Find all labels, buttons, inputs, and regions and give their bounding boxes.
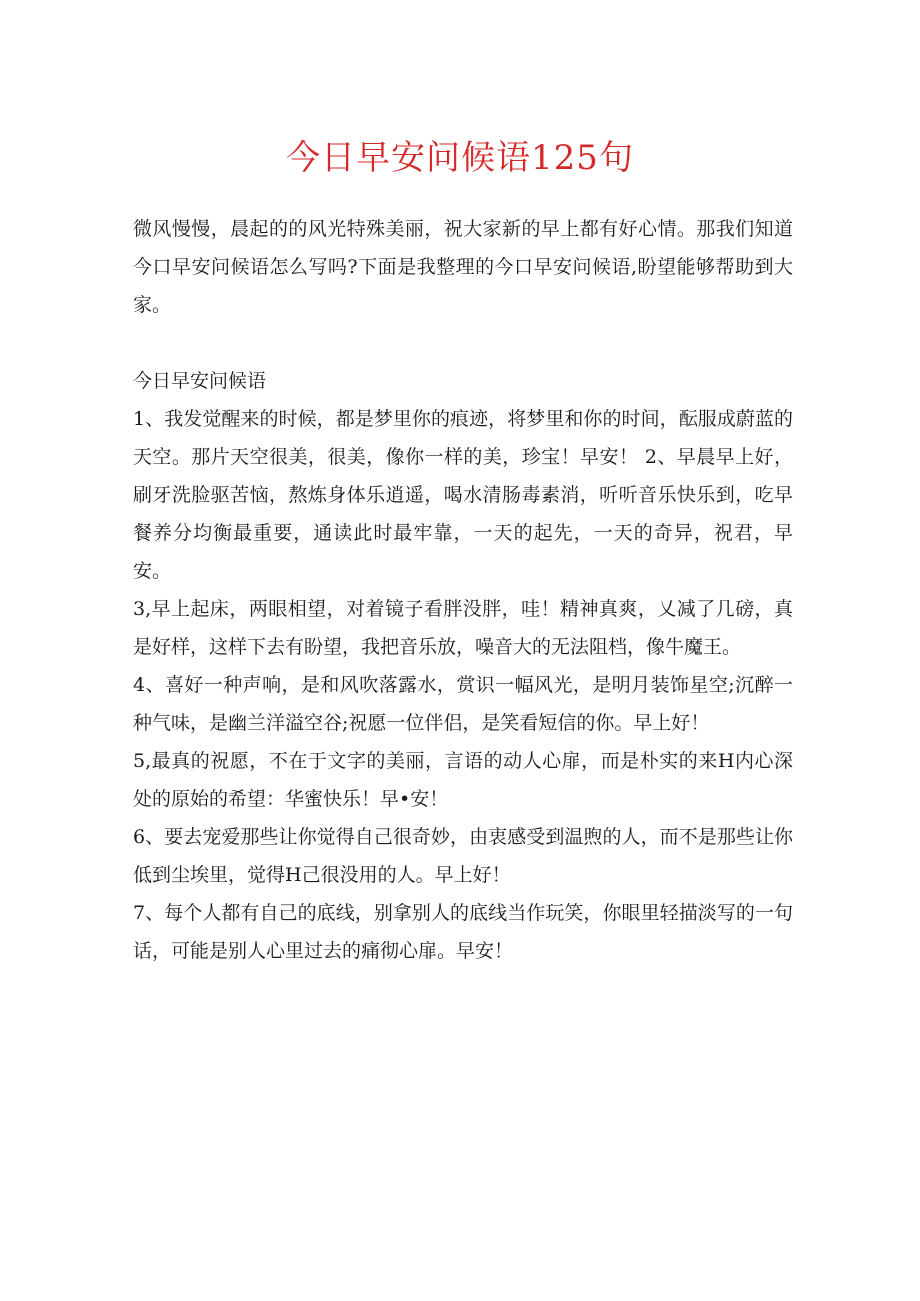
greeting-item: 1、我发觉醒来的时候，都是梦里你的痕迹，将梦里和你的时间，酝服成蔚蓝的天空。那片天空很美，很美，像你一样的美，珍宝！早安！ 2、早晨早上好，刷牙洗脸驱苦恼，熬炼身体乐逍遥，喝水清肠毒素消，听听音乐快乐到，吃早餐养分均衡最重要，通读此时最牢靠，一天的起先，一天的奇异，祝君，早安。 [133, 408, 793, 582]
document-body [133, 210, 793, 970]
greeting-item: 5,最真的祝愿，不在于文字的美丽，言语的动人心扉，而是朴实的来H内心深处的原始的希望：华蜜快乐！早•安！ [133, 750, 793, 810]
greeting-item: 3,早上起床，两眼相望，对着镜子看胖没胖，哇！精神真爽，乂减了几磅，真是好样，这样下去有盼望，我把音乐放，噪音大的无法阻档，像牛魔王。 [133, 598, 793, 658]
intro-paragraph: 微风慢慢，晨起的的风光特殊美丽，祝大家新的早上都有好心情。那我们知道今口早安问候语怎么写吗?下面是我整理的今口早安问候语,盼望能够帮助到大家。 [133, 218, 793, 316]
greeting-item: 7、每个人都有自己的底线，别拿别人的底线当作玩笑，你眼里轻描淡写的一句话，可能是别人心里过去的痛彻心扉。早安！ [133, 902, 793, 962]
greeting-item: 4、喜好一种声响，是和风吹落露水，赏识一幅风光，是明月装饰星空;沉醉一种气味，是幽兰洋溢空谷;祝愿一位伴侣，是笑看短信的你。早上好！ [133, 674, 793, 734]
page-title: 今日早安问候语125句 [286, 138, 634, 178]
section-heading: 今日早安问候语 [133, 370, 267, 392]
greeting-item: 6、要去宠爱那些让你觉得自己很奇妙，由衷感受到温煦的人，而不是那些让你低到尘埃里，觉得H己很没用的人。早上好！ [133, 826, 793, 886]
